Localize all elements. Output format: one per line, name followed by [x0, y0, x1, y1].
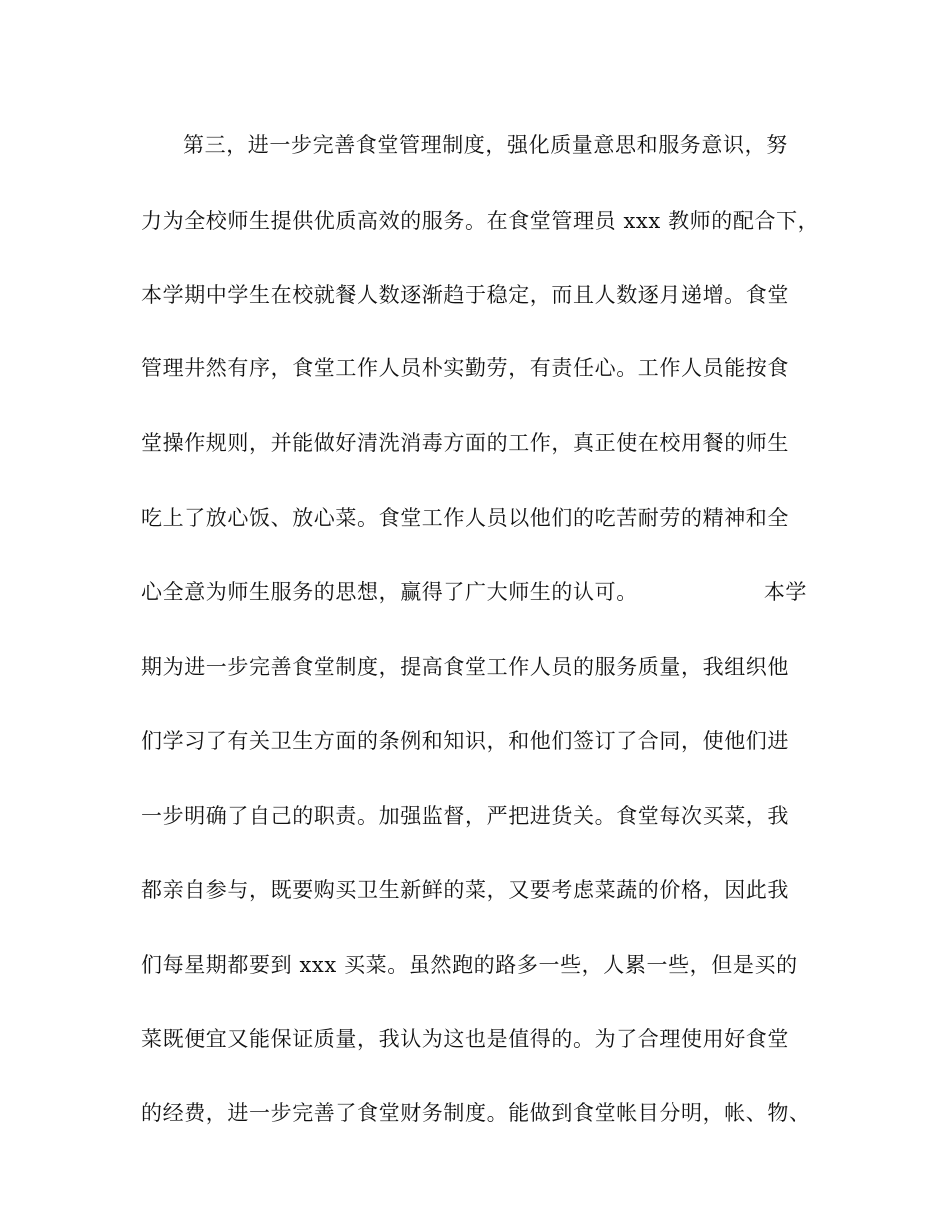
text-line: 都亲自参与，既要购买卫生新鲜的菜，又要考虑菜蔬的价格，因此我 — [141, 878, 789, 902]
text-line: 力为全校师生提供优质高效的服务。在食堂管理员 xxx 教师的配合下， — [141, 209, 820, 233]
text-segment: 心全意为师生服务的思想，赢得了广大师生的认可。 — [141, 580, 638, 604]
text-line: 们每星期都要到 xxx 买菜。虽然跑的路多一些，人累一些，但是买的 — [141, 953, 798, 977]
text-line: 管理井然有序，食堂工作人员朴实勤劳，有责任心。工作人员能按食 — [141, 356, 789, 380]
text-line: 第三，进一步完善食堂管理制度，强化质量意思和服务意识，努 — [183, 133, 788, 157]
text-line: 们学习了有关卫生方面的条例和知识，和他们签订了合同，使他们进 — [141, 729, 789, 753]
text-line — [141, 577, 821, 607]
text-line: 本学期中学生在校就餐人数逐渐趋于稳定，而且人数逐月递增。食堂 — [141, 283, 789, 307]
text-segment: 本学 — [763, 580, 808, 604]
text-line: 堂操作规则，并能做好清洗消毒方面的工作，真正使在校用餐的师生 — [141, 431, 789, 455]
text-line: 的经费，进一步完善了食堂财务制度。能做到食堂帐目分明，帐、物、 — [141, 1101, 811, 1125]
text-line: 吃上了放心饭、放心菜。食堂工作人员以他们的吃苦耐劳的精神和全 — [141, 506, 789, 530]
text-line: 一步明确了自己的职责。加强监督，严把进货关。食堂每次买菜，我 — [141, 804, 789, 828]
text-line: 期为进一步完善食堂制度，提高食堂工作人员的服务质量，我组织他 — [141, 655, 789, 679]
text-line: 菜既便宜又能保证质量，我认为这也是值得的。为了合理使用好食堂 — [141, 1027, 789, 1051]
